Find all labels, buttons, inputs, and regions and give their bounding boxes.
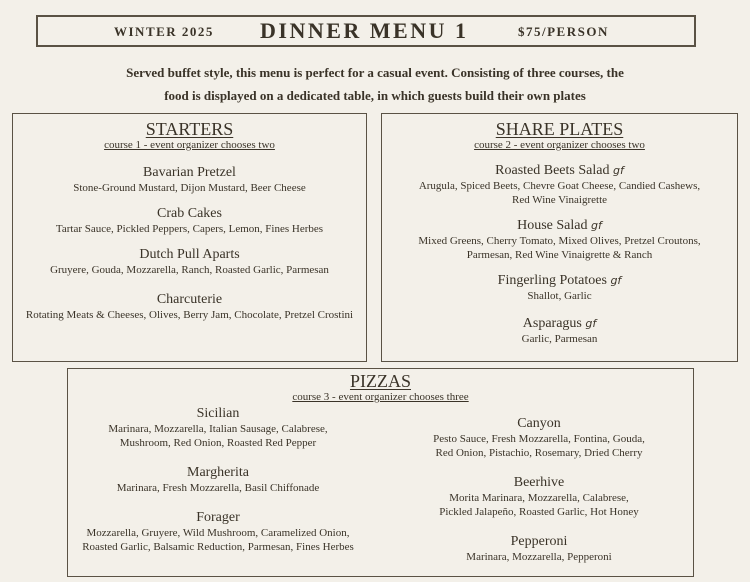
menu-title: DINNER MENU 1 — [260, 18, 469, 43]
item-desc: Rotating Meats & Cheeses, Olives, Berry Jam, Chocolate, Pretzel Crostini — [25, 309, 354, 321]
starter-item — [13, 164, 366, 195]
gf-tag: gf — [612, 164, 624, 177]
item-desc: Garlic, Parmesan — [521, 333, 598, 345]
share-item — [382, 162, 737, 207]
menu-header — [36, 15, 696, 47]
intro-line-2: food is displayed on a dedicated table, in which guests build their own plates — [164, 88, 586, 103]
share-item — [382, 315, 737, 346]
pizza-item — [68, 509, 368, 554]
item-name: Fingerling Potatoes gf — [497, 273, 622, 288]
starter-item — [13, 291, 366, 322]
starter-item — [13, 205, 366, 236]
share-item — [382, 217, 737, 262]
pizzas-title: PIZZAS — [349, 371, 411, 391]
pizzas-left-column — [68, 405, 368, 554]
pizzas-right-column — [389, 415, 689, 564]
item-desc: Morita Marinara, Mozzarella, Calabrese, — [449, 492, 629, 504]
starter-item — [13, 246, 366, 277]
item-name: Asparagus gf — [522, 316, 597, 331]
item-desc: Arugula, Spiced Beets, Chevre Goat Cheese, Candied Cashews, — [418, 180, 701, 192]
share-subtitle: course 2 - event organizer chooses two — [474, 139, 645, 151]
item-desc: Stone-Ground Mustard, Dijon Mustard, Beer Cheese — [73, 182, 306, 194]
item-desc: Red Onion, Pistachio, Rosemary, Dried Cherry — [435, 447, 643, 459]
pizza-item — [389, 474, 689, 519]
item-desc: Tartar Sauce, Pickled Peppers, Capers, Lemon, Fines Herbes — [55, 223, 324, 235]
item-desc: Marinara, Mozzarella, Pepperoni — [466, 551, 612, 563]
item-desc: Mozzarella, Gruyere, Wild Mushroom, Caramelized Onion, — [86, 527, 350, 539]
item-name: Charcuterie — [156, 292, 223, 307]
intro-line-1: Served buffet style, this menu is perfect for a casual event. Consisting of three courses, the — [126, 65, 624, 80]
item-name: Margherita — [187, 465, 249, 480]
intro-text — [30, 61, 720, 107]
item-name: Forager — [196, 510, 240, 525]
gf-tag: gf — [591, 219, 602, 232]
item-desc: Roasted Garlic, Balsamic Reduction, Parmesan, Fines Herbes — [82, 541, 354, 553]
item-desc: Gruyere, Gouda, Mozzarella, Ranch, Roasted Garlic, Parmesan — [50, 264, 329, 276]
season-label: WINTER 2025 — [114, 24, 214, 39]
item-desc: Mixed Greens, Cherry Tomato, Mixed Olives, Pretzel Croutons, — [418, 235, 701, 247]
item-name: Crab Cakes — [157, 206, 222, 221]
starters-title: STARTERS — [145, 119, 234, 139]
item-name: House Salad gf — [517, 218, 602, 233]
item-desc: Marinara, Mozzarella, Italian Sausage, Calabrese, — [108, 423, 328, 435]
pizzas-section — [67, 368, 694, 577]
price-label: $75/PERSON — [518, 24, 609, 39]
starters-subtitle: course 1 - event organizer chooses two — [104, 139, 275, 151]
item-name: Canyon — [517, 416, 561, 431]
item-desc: Marinara, Fresh Mozzarella, Basil Chiffonade — [116, 482, 320, 494]
starters-section — [12, 113, 367, 362]
share-item — [382, 272, 737, 303]
item-name: Roasted Beets Salad gf — [495, 163, 624, 178]
item-desc: Shallot, Garlic — [527, 290, 592, 302]
gf-tag: gf — [610, 274, 622, 287]
item-desc: Parmesan, Red Wine Vinaigrette & Ranch — [466, 249, 653, 261]
item-name: Beerhive — [513, 475, 565, 490]
item-desc: Pickled Jalapeño, Roasted Garlic, Hot Honey — [439, 506, 639, 518]
gf-tag: gf — [585, 317, 597, 330]
item-desc: Pesto Sauce, Fresh Mozzarella, Fontina, Gouda, — [433, 433, 645, 445]
pizza-item — [389, 415, 689, 460]
share-plates-section — [381, 113, 738, 362]
pizza-item — [389, 533, 689, 564]
pizza-item — [68, 464, 368, 495]
item-name: Dutch Pull Aparts — [139, 247, 240, 262]
item-name: Pepperoni — [510, 534, 568, 549]
item-desc: Red Wine Vinaigrette — [511, 194, 608, 206]
pizza-item — [68, 405, 368, 450]
item-name: Bavarian Pretzel — [143, 165, 236, 180]
item-desc: Mushroom, Red Onion, Roasted Red Pepper — [119, 437, 317, 449]
share-title: SHARE PLATES — [495, 119, 624, 139]
item-name: Sicilian — [196, 406, 240, 421]
pizzas-subtitle: course 3 - event organizer chooses three — [292, 391, 469, 403]
